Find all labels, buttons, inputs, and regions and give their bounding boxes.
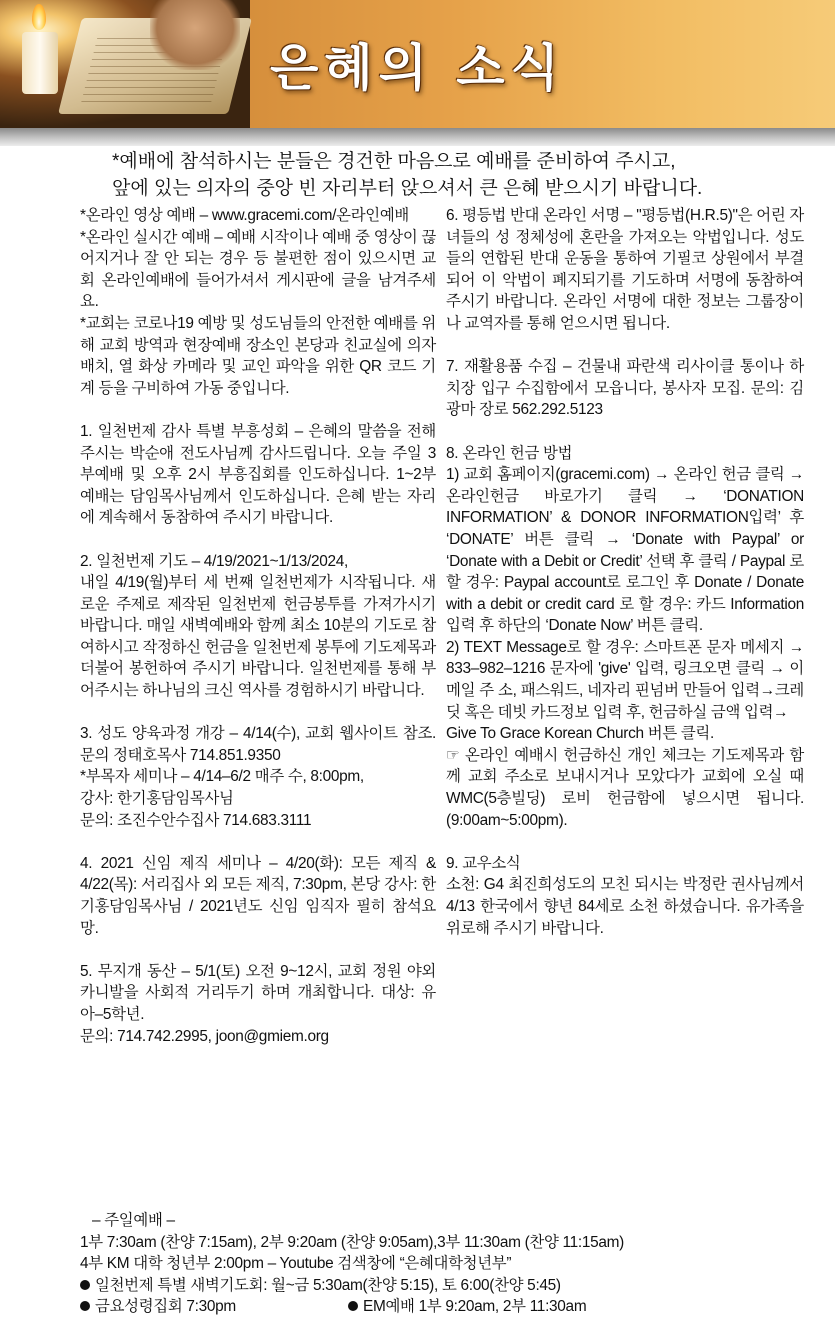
notice-item-6: 6. 평등법 반대 온라인 서명 – "평등법(H.R.5)"은 어린 자녀들의 성 정체성에 혼란을 가져오는 악법입니다. 성도들의 연합된 반대 운동을 통하여 기필코 상원에서 부결되어 이 악법이 폐지되기를 기도하며 서명에 동참하여 주시기 바랍니다. 온라인 서명에 대한 정보는 그룹장이나 교역자를 통해 얻으시면 됩니다. (446, 207, 804, 332)
notice-item-3-seminar: *부목자 세미나 – 4/14–6/2 매주 수, 8:00pm, (80, 768, 364, 786)
page-title: 은혜의 소식 (270, 38, 565, 97)
notice-covid: *교회는 코로나19 예방 및 성도님들의 안전한 예배를 위해 교회 방역과 현장예배 장소인 본당과 친교실에 의자 배치, 열 화상 카메라 및 교인 파악을 위한 QR 코드 기계 등을 구비하여 가동 중입니다. (80, 314, 436, 397)
header-banner (0, 0, 835, 128)
spacer (446, 335, 804, 357)
schedule-line: 4부 KM 대학 청년부 2:00pm – Youtube 검색창에 “은혜대학청년부” (80, 1255, 512, 1273)
notice-item-8-website: 1) 교회 홈페이지(gracemi.com) → 온라인 헌금 클릭 → 온라인헌금 바로가기 클릭 → ‘DONATION INFORMATION’ & DONOR INFORMATION입력’ 후 ‘DONATE’ 버튼 클릭 → ‘Donate with Paypal’ or ‘Donate with a Debit or Credit’ 선택 후 클릭 / Paypal 로 할 경우: Paypal account로 로그인 후 Donate / Donate with a debit or credit card 로 할 경우: 카드 Information 입력 후 하단의 ‘Donate Now’ 버튼 클릭. (446, 466, 804, 635)
notice-item-8-title: 8. 온라인 헌금 방법 (446, 444, 573, 462)
notice-item-3-contact: 문의: 조진수안수집사 714.683.3111 (80, 811, 312, 829)
spacer (80, 939, 436, 961)
praying-hands-icon (150, 0, 240, 70)
notice-item-8-check: ☞ 온라인 예배시 헌금하신 개인 체크는 기도제목과 함께 교회 주소로 보내시거나 모았다가 교회에 오실 때 WMC(5층빌딩) 로비 헌금함에 넣으시면 됩니다. (9:00am~5:00pm). (446, 746, 804, 829)
notice-item-8-text: 2) TEXT Message로 할 경우: 스마트폰 문자 메세지 → 833–982–1216 문자에 'give' 입력, 링크오면 클릭 → 이메일 주 소, 패스워드, 네자리 핀넘버 만들어 입력→크레 딧 혹은 데빗 카드정보 입력 후, 헌금하실 금액 입력→ (446, 638, 804, 721)
schedule-line: 1부 7:30am (찬양 7:15am), 2부 9:20am (찬양 9:05am),3부 11:30am (찬양 11:15am) (80, 1233, 624, 1251)
notice-item-9-title: 9. 교우소식 (446, 854, 521, 872)
notice-item-5: 5. 무지개 동산 – 5/1(토) 오전 9~12시, 교회 정원 야외 카니발을 사회적 거리두기 하며 개최합니다. 대상: 유아–5학년. (80, 962, 436, 1023)
header-divider (0, 128, 835, 146)
intro-line: 앞에 있는 의자의 중앙 빈 자리부터 앉으셔서 큰 은혜 받으시기 바랍니다. (112, 178, 703, 199)
notice-item-3-speaker: 강사: 한기홍담임목사님 (80, 790, 234, 808)
notice-item-2-body: 내일 4/19(월)부터 세 번째 일천번제가 시작됩니다. 새로운 주제로 제작된 일천번제 헌금봉투를 가져가시기 바랍니다. 매일 새벽예배와 함께 최소 10분의 기도로 참여하시고 작정하신 헌금을 일천번제 봉투에 기도제목과 더불어 봉헌하여 주시기 바랍니다. 일천번제를 통해 부어주시는 하나님의 크신 역사를 경험하시기 바랍니다. (80, 574, 436, 700)
schedule-friday-text: 금요성령집회 7:30pm (95, 1298, 236, 1316)
candle-flame-icon (32, 4, 46, 30)
schedule-heading: – 주일예배 – (92, 1212, 175, 1229)
left-column (80, 205, 436, 1047)
right-column (446, 205, 804, 939)
schedule-friday (80, 1296, 348, 1318)
intro-notice (112, 148, 802, 202)
candle-bible-photo (0, 0, 250, 128)
notice-item-1: 1. 일천번제 감사 특별 부흥성회 – 은혜의 말씀을 전해 주시는 박순애 전도사님께 감사드립니다. 오늘 주일 3부예배 및 오후 2시 부흥집회를 인도하십니다. 1~2부 예배는 담임목사님께서 인도하십니다. 은혜 받는 자리에 계속해서 동참하여 주시기 바랍니다. (80, 422, 436, 527)
bullet-icon (348, 1301, 358, 1311)
notice-item-2-title: 2. 일천번제 기도 – 4/19/2021~1/13/2024, (80, 552, 349, 570)
spacer (80, 831, 436, 853)
schedule-line (80, 1296, 800, 1318)
notice-item-4: 4. 2021 신임 제직 세미나 – 4/20(화): 모든 제직 & 4/22(목): 서리집사 외 모든 제직, 7:30pm, 본당 강사: 한기홍담임목사님 / 2021년도 신임 임직자 필히 참석요망. (80, 854, 436, 937)
notice-item-8-button: Give To Grace Korean Church 버튼 클릭. (446, 725, 714, 743)
worship-schedule (80, 1210, 800, 1318)
notice-item-7: 7. 재활용품 수집 – 건물내 파란색 리사이클 통이나 하치장 입구 수집함에서 모읍니다, 봉사자 모집. 문의: 김광마 장로 562.292.5123 (446, 358, 804, 419)
bullet-icon (80, 1301, 90, 1311)
schedule-em-text: EM예배 1부 9:20am, 2부 11:30am (363, 1298, 587, 1316)
spacer (446, 831, 804, 853)
spacer (80, 399, 436, 421)
intro-line: *예배에 참석하시는 분들은 경건한 마음으로 예배를 준비하여 주시고, (112, 151, 676, 172)
notice-item-5-contact: 문의: 714.742.2995, joon@gmiem.org (80, 1027, 329, 1045)
spacer (80, 529, 436, 551)
bullet-icon (80, 1280, 90, 1290)
spacer (446, 421, 804, 443)
notice-item-3: 3. 성도 양육과정 개강 – 4/14(수), 교회 웹사이트 참조. 문의 정태호목사 714.851.9350 (80, 725, 436, 764)
schedule-line (80, 1275, 800, 1297)
spacer (80, 702, 436, 724)
schedule-em (348, 1296, 586, 1318)
notice-online-live: *온라인 실시간 예배 – 예배 시작이나 예배 중 영상이 끊어지거나 잘 안 되는 경우 등 불편한 점이 있으시면 교회 온라인예배에 들어가셔서 게시판에 글을 남겨주세요. (80, 228, 436, 311)
notice-item-9-body: 소천: G4 최진희성도의 모친 되시는 박정란 권사님께서 4/13 한국에서 향년 84세로 소천 하셨습니다. 유가족을 위로해 주시기 바랍니다. (446, 876, 804, 937)
schedule-dawn-prayer: 일천번제 특별 새벽기도회: 월~금 5:30am(찬양 5:15), 토 6:00(찬양 5:45) (95, 1276, 561, 1294)
notice-online-video: *온라인 영상 예배 – www.gracemi.com/온라인예배 (80, 207, 409, 224)
candle-icon (22, 32, 58, 94)
